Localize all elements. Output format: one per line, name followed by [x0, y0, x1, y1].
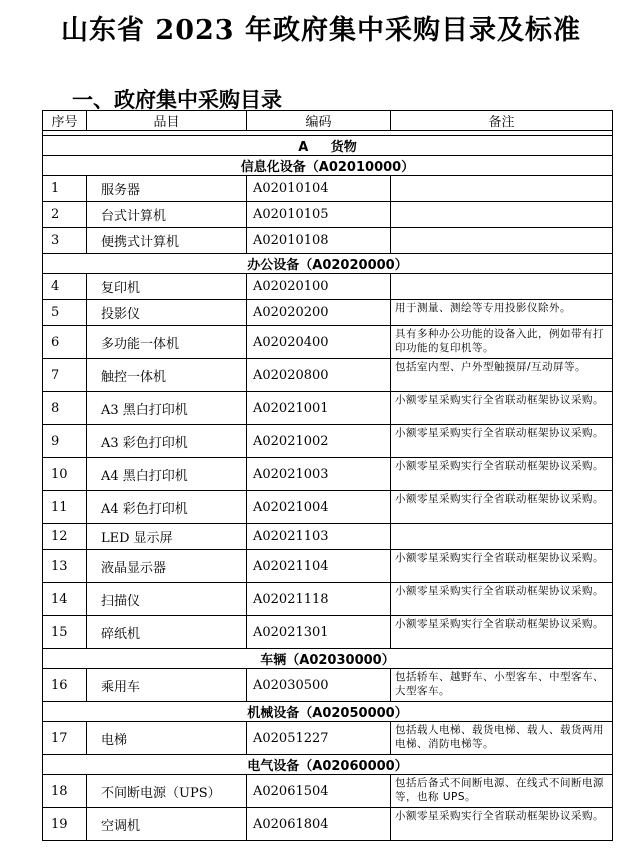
- group-heading: 信息化设备（A02010000）: [43, 156, 613, 176]
- item-name: 便携式计算机: [87, 228, 247, 254]
- item-note: 小额零星采购实行全省联动框架协议采购。: [391, 392, 613, 425]
- group-heading: 车辆（A02030000）: [43, 649, 613, 669]
- row-number: 14: [43, 583, 87, 616]
- table-row: [43, 392, 613, 425]
- item-note: [391, 202, 613, 228]
- goods-heading-row: [43, 136, 613, 156]
- item-code: A02010105: [247, 202, 391, 228]
- item-code: A02021301: [247, 616, 391, 649]
- item-note: 包括后备式不间断电源、在线式不间断电源等，也称 UPS。: [391, 775, 613, 808]
- table-row: [43, 669, 613, 702]
- group-heading-row: [43, 755, 613, 775]
- item-name: 不间断电源（UPS）: [87, 775, 247, 808]
- item-code: A02020800: [247, 359, 391, 392]
- goods-heading: A 货物: [43, 136, 613, 156]
- item-code: A02021003: [247, 458, 391, 491]
- row-number: 9: [43, 425, 87, 458]
- header-no: 序号: [43, 111, 87, 131]
- table-header-row: [43, 111, 613, 131]
- row-number: 19: [43, 808, 87, 841]
- item-code: A02010104: [247, 176, 391, 202]
- item-note: 包括载人电梯、载货电梯、载人、载货两用电梯、消防电梯等。: [391, 722, 613, 755]
- item-code: A02021002: [247, 425, 391, 458]
- table-row: [43, 583, 613, 616]
- item-name: 乘用车: [87, 669, 247, 702]
- row-number: 1: [43, 176, 87, 202]
- header-code: 编码: [247, 111, 391, 131]
- item-note: 小额零星采购实行全省联动框架协议采购。: [391, 491, 613, 524]
- row-number: 15: [43, 616, 87, 649]
- item-note: 具有多种办公功能的设备入此，例如带有打印功能的复印机等。: [391, 326, 613, 359]
- row-number: 5: [43, 300, 87, 326]
- procurement-catalog-table: [42, 110, 613, 841]
- row-number: 6: [43, 326, 87, 359]
- item-note: 小额零星采购实行全省联动框架协议采购。: [391, 458, 613, 491]
- item-name: A3 黑白打印机: [87, 392, 247, 425]
- header-item: 品目: [87, 111, 247, 131]
- section-heading: 一、政府集中采购目录: [72, 88, 282, 112]
- group-heading: 办公设备（A02020000）: [43, 254, 613, 274]
- group-heading: 电气设备（A02060000）: [43, 755, 613, 775]
- row-number: 16: [43, 669, 87, 702]
- item-note: [391, 274, 613, 300]
- table-row: [43, 491, 613, 524]
- table-row: [43, 524, 613, 550]
- table-row: [43, 616, 613, 649]
- item-code: A02051227: [247, 722, 391, 755]
- table-row: [43, 326, 613, 359]
- row-number: 10: [43, 458, 87, 491]
- item-note: [391, 176, 613, 202]
- table-row: [43, 425, 613, 458]
- item-name: LED 显示屏: [87, 524, 247, 550]
- group-heading-row: [43, 254, 613, 274]
- item-code: A02020400: [247, 326, 391, 359]
- header-note: 备注: [391, 111, 613, 131]
- item-code: A02020100: [247, 274, 391, 300]
- item-name: 触控一体机: [87, 359, 247, 392]
- table-row: [43, 202, 613, 228]
- row-number: 8: [43, 392, 87, 425]
- item-code: A02021104: [247, 550, 391, 583]
- group-heading-row: [43, 156, 613, 176]
- item-note: 包括室内型、户外型触摸屏/互动屏等。: [391, 359, 613, 392]
- item-name: 服务器: [87, 176, 247, 202]
- item-name: 投影仪: [87, 300, 247, 326]
- item-note: 小额零星采购实行全省联动框架协议采购。: [391, 808, 613, 841]
- item-name: A4 黑白打印机: [87, 458, 247, 491]
- item-name: A4 彩色打印机: [87, 491, 247, 524]
- item-note: 用于测量、测绘等专用投影仪除外。: [391, 300, 613, 326]
- item-name: 多功能一体机: [87, 326, 247, 359]
- group-heading-row: [43, 702, 613, 722]
- row-number: 18: [43, 775, 87, 808]
- row-number: 7: [43, 359, 87, 392]
- item-note: [391, 524, 613, 550]
- row-number: 13: [43, 550, 87, 583]
- item-name: 复印机: [87, 274, 247, 300]
- table-row: [43, 775, 613, 808]
- table-row: [43, 550, 613, 583]
- table-row: [43, 722, 613, 755]
- row-number: 17: [43, 722, 87, 755]
- group-heading-row: [43, 649, 613, 669]
- item-name: 电梯: [87, 722, 247, 755]
- table-row: [43, 300, 613, 326]
- row-number: 4: [43, 274, 87, 300]
- item-note: 小额零星采购实行全省联动框架协议采购。: [391, 425, 613, 458]
- row-number: 11: [43, 491, 87, 524]
- item-code: A02021103: [247, 524, 391, 550]
- table-row: [43, 359, 613, 392]
- item-name: 液晶显示器: [87, 550, 247, 583]
- group-heading: 机械设备（A02050000）: [43, 702, 613, 722]
- table-row: [43, 458, 613, 491]
- item-note: 小额零星采购实行全省联动框架协议采购。: [391, 550, 613, 583]
- item-code: A02010108: [247, 228, 391, 254]
- table-row: [43, 176, 613, 202]
- item-code: A02030500: [247, 669, 391, 702]
- item-note: [391, 228, 613, 254]
- row-number: 3: [43, 228, 87, 254]
- row-number: 12: [43, 524, 87, 550]
- item-code: A02021004: [247, 491, 391, 524]
- item-name: A3 彩色打印机: [87, 425, 247, 458]
- item-name: 扫描仪: [87, 583, 247, 616]
- item-note: 小额零星采购实行全省联动框架协议采购。: [391, 583, 613, 616]
- document-title: 山东省 2023 年政府集中采购目录及标准: [61, 15, 581, 46]
- item-code: A02020200: [247, 300, 391, 326]
- item-code: A02021118: [247, 583, 391, 616]
- table-row: [43, 228, 613, 254]
- table-row: [43, 808, 613, 841]
- item-code: A02061504: [247, 775, 391, 808]
- row-number: 2: [43, 202, 87, 228]
- table-row: [43, 274, 613, 300]
- item-code: A02021001: [247, 392, 391, 425]
- item-name: 台式计算机: [87, 202, 247, 228]
- item-note: 包括轿车、越野车、小型客车、中型客车、大型客车。: [391, 669, 613, 702]
- item-name: 碎纸机: [87, 616, 247, 649]
- item-name: 空调机: [87, 808, 247, 841]
- item-code: A02061804: [247, 808, 391, 841]
- item-note: 小额零星采购实行全省联动框架协议采购。: [391, 616, 613, 649]
